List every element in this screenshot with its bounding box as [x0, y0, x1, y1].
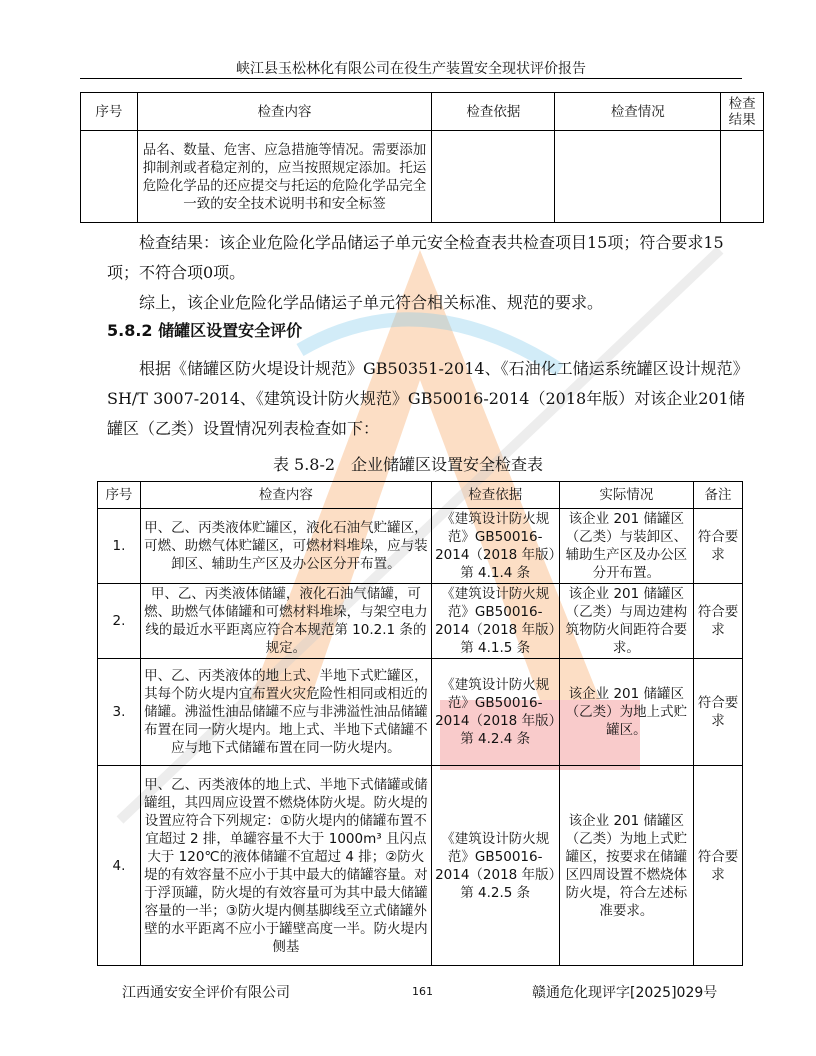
cell-basis: 《建筑设计防火规范》GB50016-2014（2018 年版）第 4.2.5 条: [431, 766, 559, 966]
table-row: [81, 131, 764, 223]
col-header: 检查内容: [137, 93, 432, 131]
cell-content: 甲、乙、丙类液体的地上式、半地下式储罐或储罐组，其四周应设置不燃烧体防火堤。防火堤的设置应符合下列规定：①防火堤内的储罐布置不宜超过 2 排，单罐容量不大于 1000m³ 且闪点大于 120℃的液体储罐不宜超过 4 排；②防火堤的有效容量不应小于其中最大的储罐容量。对于浮顶罐，防火堤的有效容量可为其中最大储罐容量的一半；③防火堤内侧基脚线至立式储罐外壁的水平距离不应小于罐壁高度一半。防火堤内侧基: [140, 766, 431, 966]
cell-actual: 该企业 201 储罐区（乙类）与周边建构筑物防火间距符合要求。: [559, 584, 694, 659]
section-heading: 5.8.2 储罐区设置安全评价: [107, 321, 303, 340]
col-header: 实际情况: [559, 482, 694, 509]
cell-content: 品名、数量、危害、应急措施等情况。需要添加抑制剂或者稳定剂的，应当按照规定添加。托运危险化学品的还应提交与托运的危险化学品完全一致的安全技术说明书和安全标签: [137, 131, 432, 223]
check-result-paragraph: 检查结果：该企业危险化学品储运子单元安全检查表共检查项目15项；符合要求15项；不符合项0项。: [107, 233, 724, 282]
footer-company: 江西通安安全评价有限公司: [122, 985, 290, 1001]
page-number: 161: [412, 985, 433, 998]
col-header: 检查内容: [140, 482, 431, 509]
footer-doc-number: 赣通危化现评字[2025]029号: [532, 985, 718, 1001]
cell-note: 符合要求: [694, 509, 743, 584]
table-row: [98, 659, 743, 766]
table-caption: 表 5.8-2 企业储罐区设置安全检查表: [272, 455, 544, 474]
cell-note: 符合要求: [694, 659, 743, 766]
cell-content: 甲、乙、丙类液体贮罐区，液化石油气贮罐区，可燃、助燃气体贮罐区，可燃材料堆垛，应与装卸区、辅助生产区及办公区分开布置。: [140, 509, 431, 584]
cell-content: 甲、乙、丙类液体储罐，液化石油气储罐，可燃、助燃气体储罐和可燃材料堆垛，与架空电力线的最近水平距离应符合本规范第 10.2.1 条的规定。: [140, 584, 431, 659]
cell-actual: 该企业 201 储罐区（乙类）为地上式贮罐区，按要求在储罐区四周设置不燃烧体防火堤，符合左述标准要求。: [559, 766, 694, 966]
col-header: 检查结果: [721, 93, 764, 131]
page-header-title: 峡江县玉松林化有限公司在役生产装置安全现状评价报告: [236, 61, 586, 77]
col-header: 检查依据: [431, 482, 559, 509]
cell-no: 3.: [98, 659, 141, 766]
cell-basis: 《建筑设计防火规范》GB50016-2014（2018 年版）第 4.1.5 条: [431, 584, 559, 659]
table-row: [98, 584, 743, 659]
col-header: 备注: [694, 482, 743, 509]
cell-no: 1.: [98, 509, 141, 584]
col-header: 检查情况: [555, 93, 721, 131]
table-row: [98, 766, 743, 966]
col-header: 检查依据: [432, 93, 555, 131]
cell-situation: [555, 131, 721, 223]
cell-no: 2.: [98, 584, 141, 659]
cell-basis: 《建筑设计防火规范》GB50016-2014（2018 年版）第 4.1.4 条: [431, 509, 559, 584]
cell-no: 4.: [98, 766, 141, 966]
summary-paragraph: 综上，该企业危险化学品储运子单元符合相关标准、规范的要求。: [139, 293, 604, 312]
cell-basis: 《建筑设计防火规范》GB50016-2014（2018 年版）第 4.2.4 条: [431, 659, 559, 766]
continued-check-table: [80, 92, 764, 223]
col-header: 序号: [98, 482, 141, 509]
col-header: 序号: [81, 93, 138, 131]
cell-content: 甲、乙、丙类液体的地上式、半地下式贮罐区，其每个防火堤内宜布置火灾危险性相同或相近的储罐。沸溢性油品储罐不应与非沸溢性油品储罐布置在同一防火堤内。地上式、半地下式储罐不应与地下式储罐布置在同一防火堤内。: [140, 659, 431, 766]
intro-paragraph: 根据《储罐区防火堤设计规范》GB50351-2014、《石油化工储运系统罐区设计规范》SH/T 3007-2014、《建筑设计防火规范》GB50016-2014（2018年版）对该企业201储罐区（乙类）设置情况列表检查如下：: [107, 359, 745, 438]
cell-actual: 该企业 201 储罐区（乙类）与装卸区、辅助生产区及办公区分开布置。: [559, 509, 694, 584]
cell-no: [81, 131, 138, 223]
header-divider: [80, 78, 742, 79]
cell-basis: [432, 131, 555, 223]
cell-result: [721, 131, 764, 223]
cell-actual: 该企业 201 储罐区（乙类）为地上式贮罐区。: [559, 659, 694, 766]
tank-area-check-table: [97, 481, 743, 966]
cell-note: 符合要求: [694, 584, 743, 659]
table-row: [98, 509, 743, 584]
cell-note: 符合要求: [694, 766, 743, 966]
